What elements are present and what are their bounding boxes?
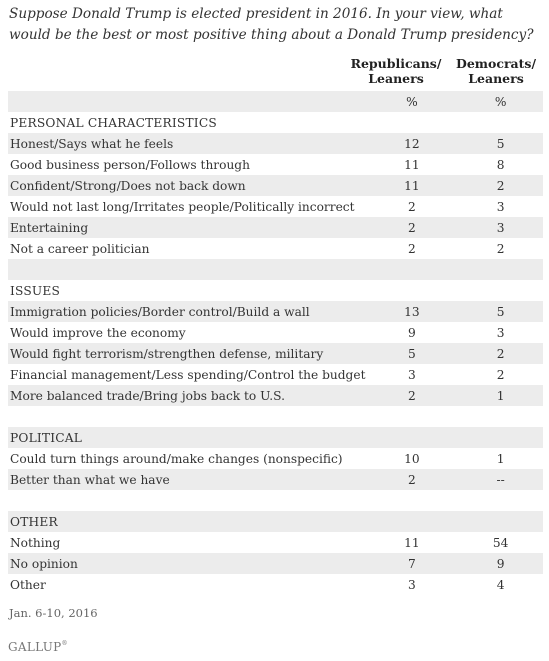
logo-text: GALLUP <box>8 640 62 654</box>
democrats-value: 2 <box>496 241 505 256</box>
democrats-value <box>458 490 543 511</box>
units-row <box>8 91 543 112</box>
table-row <box>8 448 543 469</box>
row-label: Better than what we have <box>8 469 365 490</box>
table-row <box>8 196 543 217</box>
democrats-value <box>458 112 543 133</box>
republicans-value: 11 <box>404 157 420 172</box>
republicans-value <box>365 280 458 301</box>
section-row <box>8 112 543 133</box>
democrats-value: -- <box>458 469 543 490</box>
table-row <box>8 532 543 553</box>
row-label: Could turn things around/make changes (nonspecific) <box>10 451 343 466</box>
democrats-value: % <box>458 91 543 112</box>
spacer-row <box>8 490 543 511</box>
row-label: Nothing <box>10 535 61 550</box>
republicans-value: 10 <box>404 451 420 466</box>
section-label: ISSUES <box>10 283 61 298</box>
republicans-value: 11 <box>404 535 420 550</box>
democrats-value: 3 <box>496 325 505 340</box>
table-row <box>8 133 543 154</box>
republicans-value: 11 <box>365 175 458 196</box>
row-label <box>8 259 365 280</box>
democrats-value <box>458 427 543 448</box>
democrats-value <box>458 511 543 532</box>
table-row <box>8 553 543 574</box>
democrats-value <box>458 406 543 427</box>
republicans-value: 2 <box>407 241 416 256</box>
democrats-value: 5 <box>458 301 543 322</box>
democrats-value: 3 <box>496 199 505 214</box>
table-row <box>8 469 543 490</box>
republicans-value <box>365 406 458 427</box>
column-header-line: Leaners <box>468 71 524 86</box>
democrats-value: 8 <box>496 157 505 172</box>
table-title: Suppose Donald Trump is elected president in 2016. In your view, what would be the best or most positive thing about a Donald Trump presidency? <box>9 6 534 43</box>
section-label: POLITICAL <box>8 427 365 448</box>
republicans-value: 7 <box>365 553 458 574</box>
row-label: No opinion <box>8 553 365 574</box>
section-label: OTHER <box>8 511 365 532</box>
column-header-republicans <box>348 56 444 86</box>
results-table <box>8 91 543 595</box>
democrats-value: 54 <box>492 535 509 550</box>
democrats-value <box>458 280 543 301</box>
column-header-line: Democrats/ <box>455 56 537 71</box>
table-row <box>8 574 543 595</box>
democrats-value: 1 <box>496 451 505 466</box>
republicans-value <box>365 112 458 133</box>
democrats-value: 3 <box>458 217 543 238</box>
table-row <box>8 238 543 259</box>
registered-mark: ® <box>61 640 68 647</box>
spacer-row <box>8 406 543 427</box>
democrats-value: 9 <box>458 553 543 574</box>
table-row <box>8 154 543 175</box>
row-label: Immigration policies/Border control/Build a wall <box>8 301 365 322</box>
democrats-value: 2 <box>458 175 543 196</box>
row-label: Honest/Says what he feels <box>8 133 365 154</box>
table-row <box>8 343 543 364</box>
row-label: Other <box>10 577 46 592</box>
spacer-row <box>8 259 543 280</box>
republicans-value <box>365 511 458 532</box>
row-label <box>8 91 365 112</box>
republicans-value: 13 <box>365 301 458 322</box>
republicans-value <box>365 259 458 280</box>
table-row <box>8 385 543 406</box>
row-label: Financial management/Less spending/Control the budget <box>10 367 366 382</box>
column-header-line: Leaners <box>368 71 424 86</box>
table-row <box>8 364 543 385</box>
republicans-value: 5 <box>365 343 458 364</box>
democrats-value: 4 <box>496 577 505 592</box>
republicans-value <box>365 490 458 511</box>
section-label: PERSONAL CHARACTERISTICS <box>10 115 217 130</box>
republicans-value: 3 <box>407 367 416 382</box>
row-label: Good business person/Follows through <box>10 157 250 172</box>
row-label <box>8 490 365 511</box>
column-header-democrats <box>450 56 542 86</box>
republicans-value: 2 <box>365 469 458 490</box>
section-row <box>8 427 543 448</box>
row-label: Entertaining <box>8 217 365 238</box>
democrats-value <box>458 259 543 280</box>
table-row <box>8 175 543 196</box>
democrats-value: 2 <box>496 367 505 382</box>
row-label: Confident/Strong/Does not back down <box>8 175 365 196</box>
democrats-value: 1 <box>458 385 543 406</box>
republicans-value: 2 <box>365 385 458 406</box>
democrats-value: 2 <box>458 343 543 364</box>
gallup-logo <box>8 640 68 654</box>
table-row <box>8 217 543 238</box>
row-label: Would fight terrorism/strengthen defense, military <box>8 343 365 364</box>
row-label: More balanced trade/Bring jobs back to U.S. <box>8 385 365 406</box>
row-label <box>8 406 365 427</box>
republicans-value: 9 <box>407 325 416 340</box>
republicans-value: 3 <box>407 577 416 592</box>
democrats-value: 5 <box>458 133 543 154</box>
table-row <box>8 301 543 322</box>
section-row <box>8 511 543 532</box>
section-row <box>8 280 543 301</box>
republicans-value: 2 <box>365 217 458 238</box>
results-table-body <box>8 91 543 595</box>
republicans-value <box>365 427 458 448</box>
table-row <box>8 322 543 343</box>
column-header-line: Republicans/ <box>350 56 442 71</box>
republicans-value: % <box>365 91 458 112</box>
republicans-value: 2 <box>407 199 416 214</box>
republicans-value: 12 <box>365 133 458 154</box>
row-label: Would improve the economy <box>10 325 186 340</box>
row-label: Would not last long/Irritates people/Politically incorrect <box>10 199 355 214</box>
row-label: Not a career politician <box>10 241 150 256</box>
date-footnote: Jan. 6-10, 2016 <box>9 606 98 620</box>
